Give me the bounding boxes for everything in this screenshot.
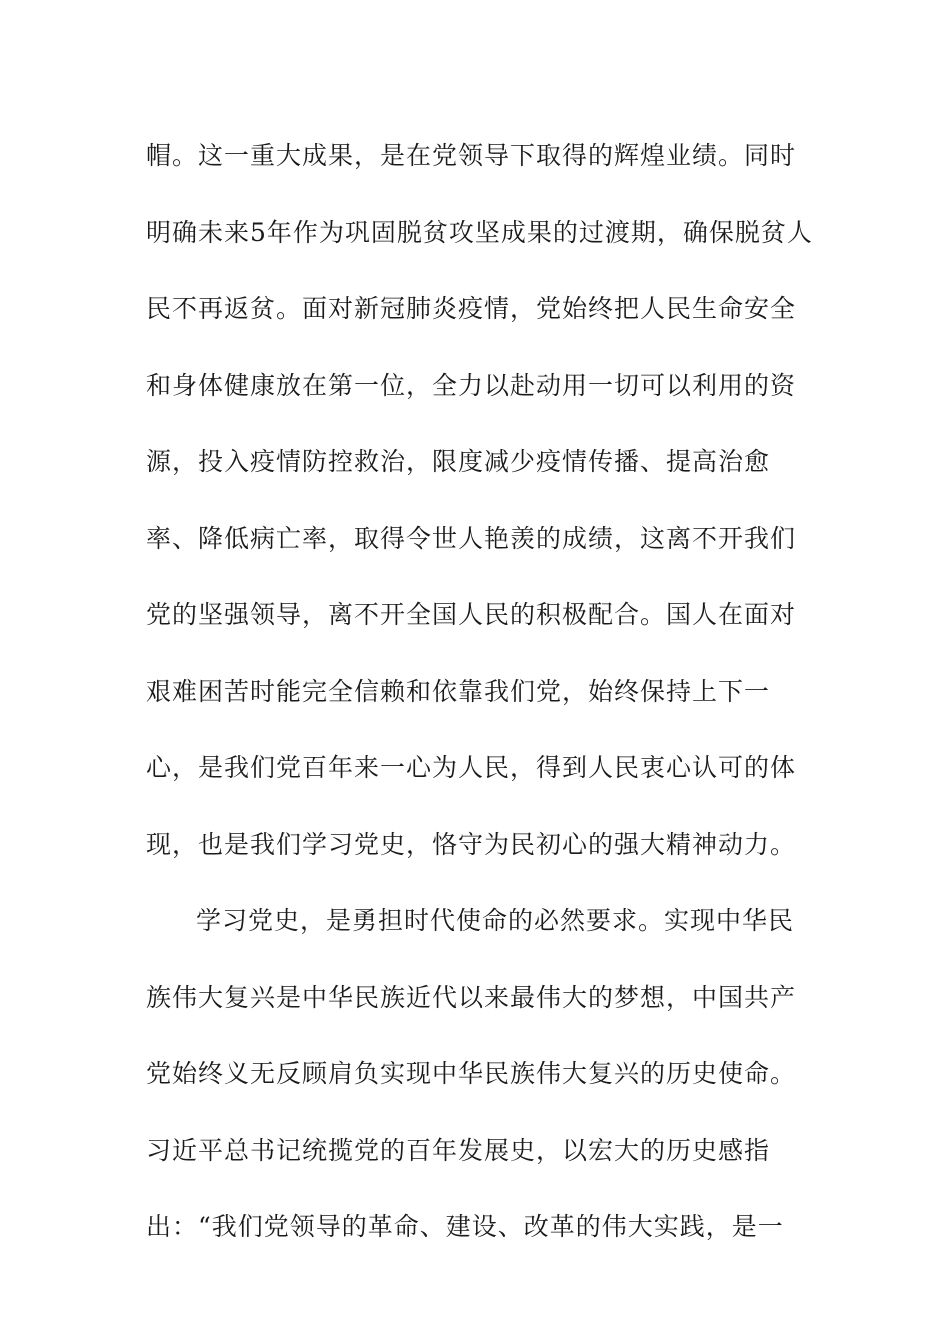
text-line: 心，是我们党百年来一心为人民，得到人民衷心认可的体	[146, 753, 797, 782]
text-line: 帽。这一重大成果，是在党领导下取得的辉煌业绩。同时	[146, 141, 797, 170]
text-line: 和身体健康放在第一位，全力以赴动用一切可以利用的资	[146, 370, 797, 400]
text-line: 习近平总书记统揽党的百年发展史，以宏大的历史感指	[146, 1135, 771, 1165]
text-line: 源，投入疫情防控救治，限度减少疫情传播、提高治愈	[146, 447, 771, 476]
body-text	[146, 136, 826, 1284]
text-line: 党的坚强领导，离不开全国人民的积极配合。国人在面对	[146, 600, 797, 629]
text-line: 现，也是我们学习党史，恪守为民初心的强大精神动力。	[146, 829, 797, 859]
text-line: 艰难困苦时能完全信赖和依靠我们党，始终保持上下一	[146, 676, 771, 706]
paragraph-start-line: 学习党史，是勇担时代使命的必然要求。实现中华民	[196, 906, 795, 935]
text-line: 率、降低病亡率，取得令世人艳羡的成绩，这离不开我们	[146, 523, 797, 553]
text-line: 党始终义无反顾肩负实现中华民族伟大复兴的历史使命。	[146, 1059, 797, 1088]
text-line: 明确未来5年作为巩固脱贫攻坚成果的过渡期，确保脱贫人	[146, 217, 813, 247]
text-line: 族伟大复兴是中华民族近代以来最伟大的梦想，中国共产	[146, 982, 797, 1012]
text-line: 出：“我们党领导的革命、建设、改革的伟大实践，是一	[146, 1212, 784, 1241]
text-line: 民不再返贫。面对新冠肺炎疫情，党始终把人民生命安全	[146, 294, 797, 323]
